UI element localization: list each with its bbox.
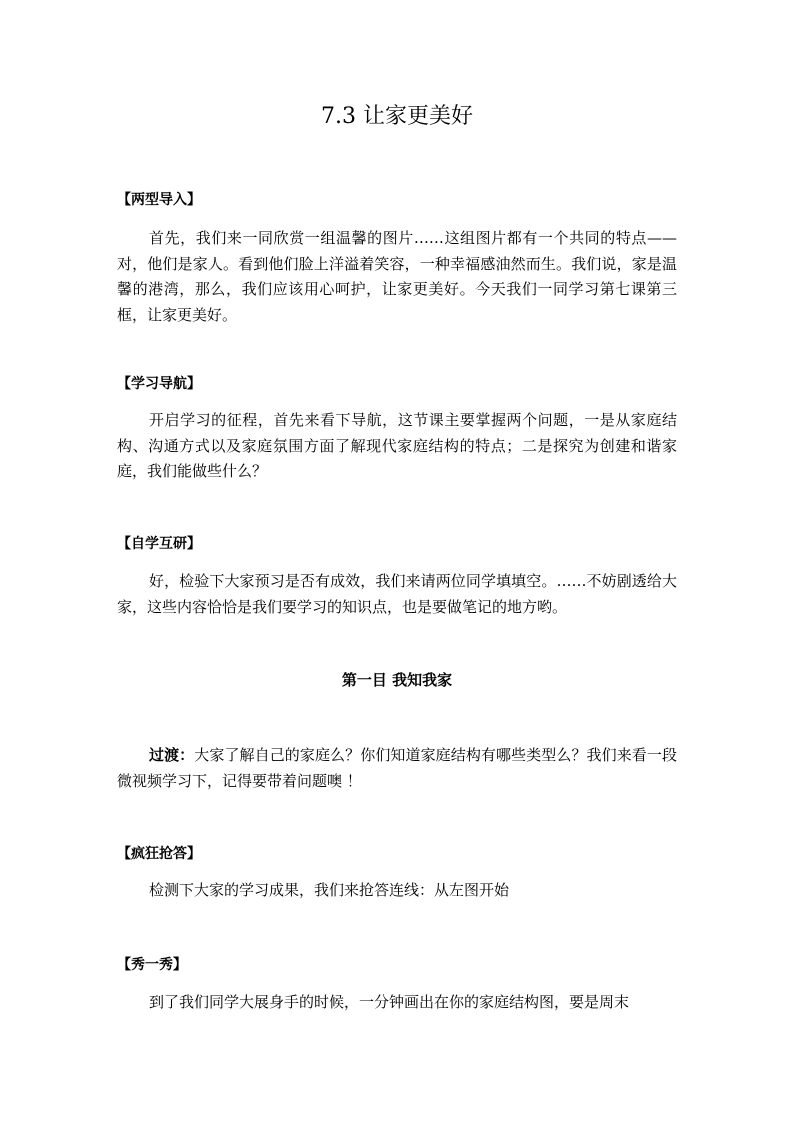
part-one-heading: 第一目 我知我家	[341, 671, 453, 689]
paragraph-quick-answer: 检测下大家的学习成果，我们来抢答连线：从左图开始	[149, 881, 510, 899]
section-heading-intro: 【两型导入】	[117, 192, 201, 208]
paragraph-show: 到了我们同学大展身手的时候，一分钟画出在你的家庭结构图，要是周末	[149, 993, 630, 1011]
section-heading-self-study: 【自学互研】	[117, 536, 201, 552]
section-heading-quick-answer: 【疯狂抢答】	[117, 846, 201, 862]
paragraph-navigation: 开启学习的征程，首先来看下导航，这节课主要掌握两个问题，一是从家庭结构、沟通方式以及家庭氛围方面了解现代家庭结构的特点；二是探究为创建和谐家庭，我们能做些什么？	[117, 411, 677, 480]
section-heading-navigation: 【学习导航】	[117, 376, 201, 392]
paragraph-self-study: 好，检验下大家预习是否有成效，我们来请两位同学填填空。……不妨剧透给大家，这些内容恰恰是我们要学习的知识点，也是要做笔记的地方哟。	[117, 572, 677, 616]
transition-lead: 过渡：	[149, 746, 195, 764]
section-heading-show: 【秀一秀】	[117, 957, 187, 973]
paragraph-transition	[117, 743, 677, 794]
transition-text: 大家了解自己的家庭么？你们知道家庭结构有哪些类型么？我们来看一段微视频学习下，记得要带着问题噢 ！	[117, 746, 677, 790]
page-title: 7.3 让家更美好	[321, 104, 473, 129]
paragraph-intro: 首先，我们来一同欣赏一组温馨的图片……这组图片都有一个共同的特点——对，他们是家人。看到他们脸上洋溢着笑容，一种幸福感油然而生。我们说，家是温馨的港湾，那么，我们应该用心呵护，让家更美好。今天我们一同学习第七课第三框，让家更美好。	[117, 229, 677, 324]
